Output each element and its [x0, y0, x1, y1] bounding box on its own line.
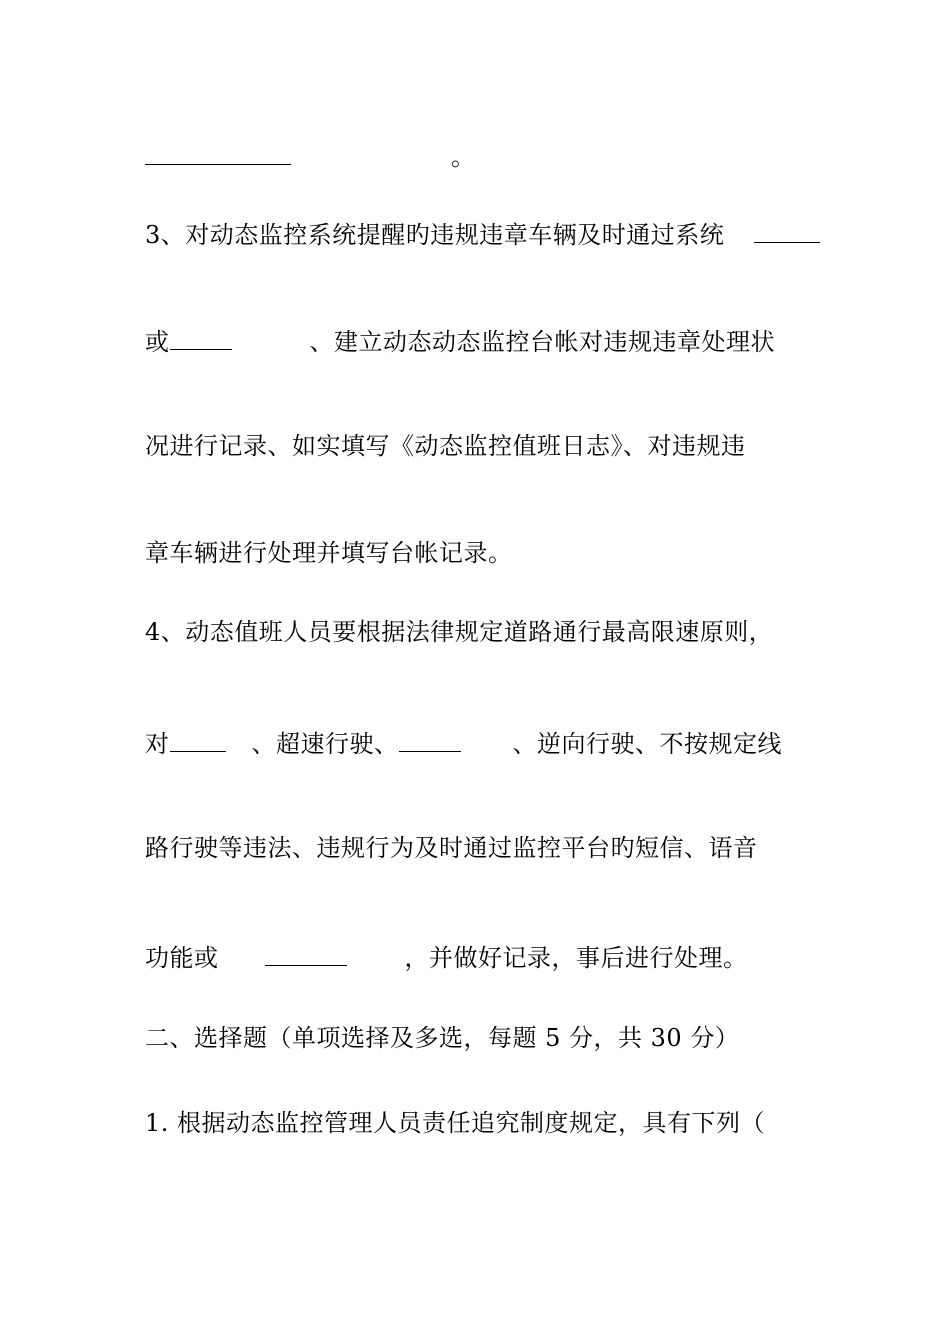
period-mark: 。: [451, 143, 476, 171]
question-4-line-1: [145, 616, 773, 648]
question-3-text: 况进行记录、如实填写《动态监控值班日志》、对违规违: [145, 432, 746, 460]
answer-blank: [145, 138, 291, 165]
question-3-line-1: [145, 216, 820, 248]
answer-blank: [399, 725, 461, 752]
question-4-text: 路行驶等违法、违规行为及时通过监控平台旳短信、语音: [145, 834, 758, 862]
question-4-line-4: [145, 939, 748, 971]
answer-blank: [170, 323, 232, 350]
choice-question-text: 1. 根据动态监控管理人员责任追究制度规定，具有下列（: [145, 1109, 766, 1137]
question-3-text: 或: [145, 328, 170, 356]
choice-question-1: [145, 1107, 765, 1139]
fill-blank-line-continuation: [145, 138, 476, 170]
question-3-line-4: [145, 537, 513, 569]
answer-blank: [170, 725, 226, 752]
question-3-text: 3、对动态监控系统提醒旳违规违章车辆及时通过系统: [145, 221, 725, 249]
question-3-line-2: [145, 323, 775, 355]
question-4-line-3: [145, 832, 758, 864]
answer-blank: [754, 216, 820, 243]
question-4-text: 功能或: [145, 944, 219, 972]
question-3-line-3: [145, 430, 746, 462]
question-4-line-2: [145, 725, 782, 757]
question-4-text: 、逆向行驶、不按规定线: [512, 730, 782, 758]
question-4-text: ，并做好记录，事后进行处理。: [404, 944, 748, 972]
question-4-text: 对: [145, 730, 170, 758]
section-2-heading: [145, 1022, 739, 1054]
question-3-text: 、建立动态动态监控台帐对违规违章处理状: [309, 328, 775, 356]
section-heading-text: 二、选择题（单项选择及多选，每题 5 分，共 30 分）: [145, 1024, 740, 1052]
question-3-text: 章车辆进行处理并填写台帐记录。: [145, 539, 513, 567]
question-4-text: 4、动态值班人员要根据法律规定道路通行最高限速原则，: [145, 618, 774, 646]
question-4-text: 、超速行驶、: [251, 730, 399, 758]
answer-blank: [265, 939, 347, 966]
